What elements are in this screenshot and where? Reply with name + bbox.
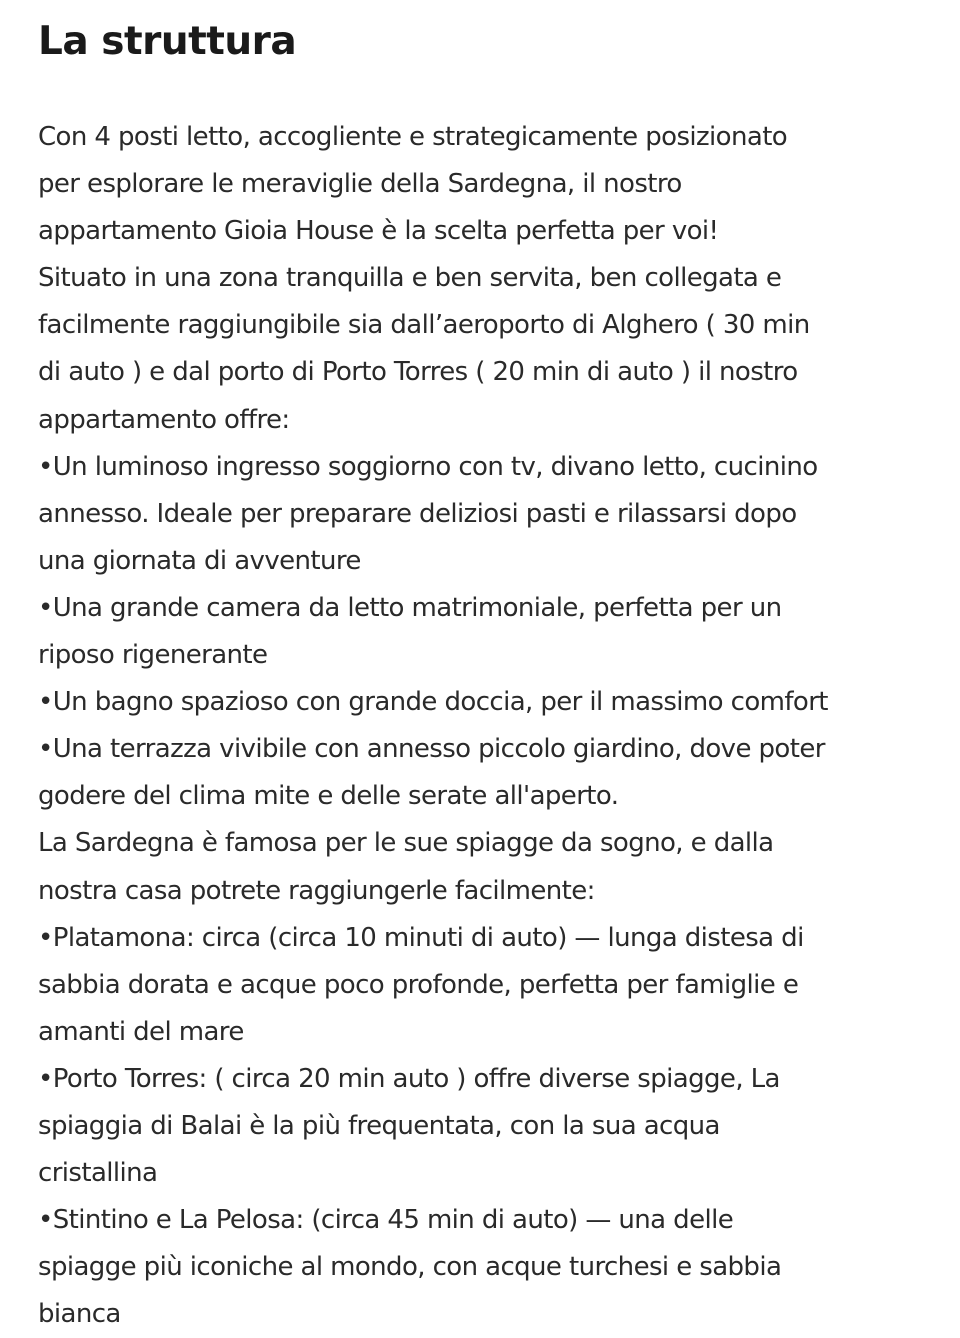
text-line: di auto ) e dal porto di Porto Torres ( 20 min di auto ) il nostro [38, 357, 798, 388]
text-line: La Sardegna è famosa per le sue spiagge da sogno, e dalla [38, 828, 774, 859]
bullet-line: •Un luminoso ingresso soggiorno con tv, divano letto, cucinino [38, 451, 818, 482]
text-line: cristallina [38, 1158, 158, 1189]
bullet-line: •Un bagno spazioso con grande doccia, per il massimo comfort [38, 687, 828, 718]
text-line: per esplorare le meraviglie della Sardegna, il nostro [38, 169, 682, 200]
text-line: Con 4 posti letto, accogliente e strategicamente posizionato [38, 122, 788, 152]
text-line: appartamento Gioia House è la scelta perfetta per voi! [38, 216, 719, 247]
bullet-line: •Una grande camera da letto matrimoniale, perfetta per un [38, 592, 782, 623]
text-line: nostra casa potrete raggiungerle facilmente: [38, 875, 595, 906]
description-text [38, 114, 938, 1338]
section-title: La struttura [38, 19, 297, 64]
text-line: sabbia dorata e acque poco profonde, perfetta per famiglie e [38, 969, 799, 1000]
text-line: amanti del mare [38, 1016, 244, 1047]
document-page [38, 0, 938, 1338]
text-line: una giornata di avventure [38, 545, 361, 576]
text-line: spiagge più iconiche al mondo, con acque turchesi e sabbia [38, 1252, 782, 1283]
bullet-line: •Platamona: circa (circa 10 minuti di auto) — lunga distesa di [38, 922, 804, 953]
bullet-line: •Porto Torres: ( circa 20 min auto ) offre diverse spiagge, La [38, 1063, 780, 1094]
bullet-line: •Una terrazza vivibile con annesso piccolo giardino, dove poter [38, 734, 825, 765]
bullet-line: •Stintino e La Pelosa: (circa 45 min di auto) — una delle [38, 1205, 734, 1236]
text-line: Situato in una zona tranquilla e ben servita, ben collegata e [38, 263, 782, 294]
text-line: appartamento offre: [38, 404, 290, 435]
text-line: bianca [38, 1299, 121, 1330]
text-line: godere del clima mite e delle serate all'aperto. [38, 781, 619, 812]
text-line: spiaggia di Balai è la più frequentata, con la sua acqua [38, 1110, 720, 1141]
text-line: riposo rigenerante [38, 640, 268, 671]
text-line: facilmente raggiungibile sia dall’aeroporto di Alghero ( 30 min [38, 310, 810, 341]
text-line: annesso. Ideale per preparare deliziosi pasti e rilassarsi dopo [38, 498, 797, 529]
